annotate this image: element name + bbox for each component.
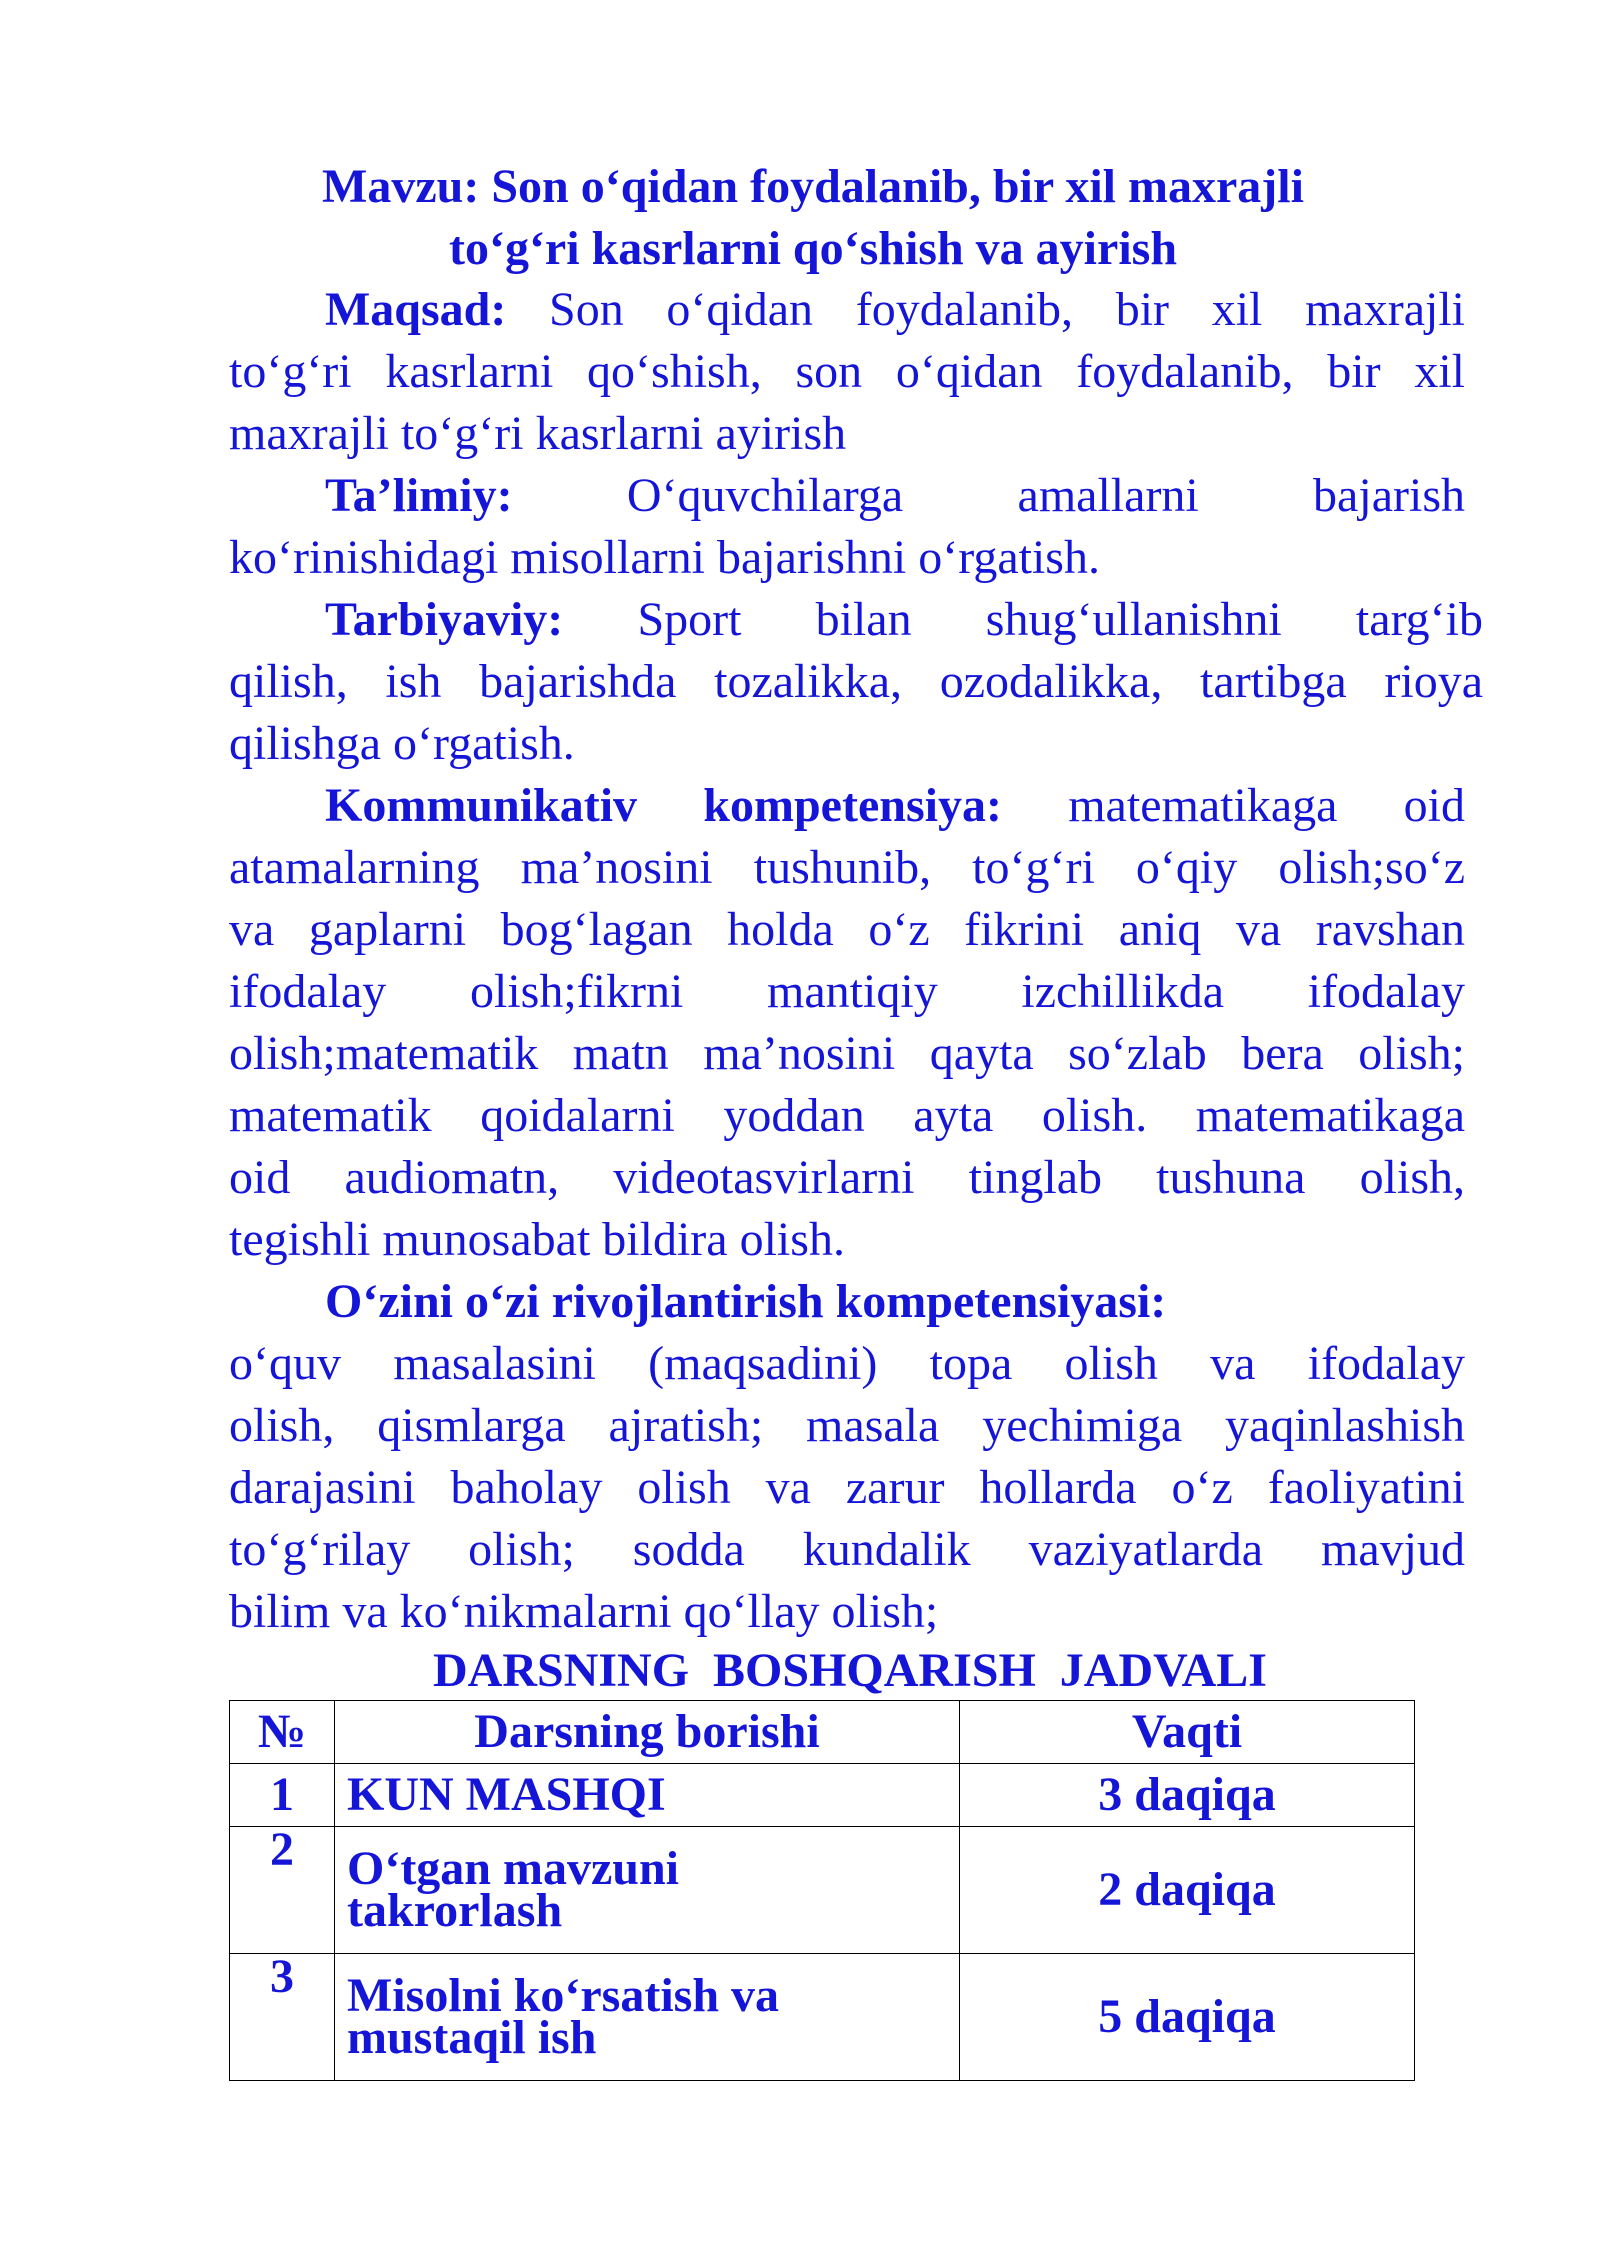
row-activity bbox=[335, 1827, 960, 1954]
rivojlantirish-label: O‘zini o‘zi rivojlantirish kompetensiyasi: bbox=[325, 1275, 1167, 1328]
tarbiyaviy-line-2: qilish, ish bajarishda tozalikka, ozodalikka, tartibga rioya bbox=[229, 655, 1483, 708]
maqsad-paragraph bbox=[229, 279, 1465, 465]
tarbiyaviy-line-3: qilishga o‘rgatish. bbox=[229, 717, 575, 770]
kommunikativ-line-6: matematik qoidalarni yoddan ayta olish. matematikaga bbox=[229, 1089, 1465, 1142]
maqsad-line-1: Son o‘qidan foydalanib, bir xil maxrajli bbox=[549, 283, 1465, 336]
talimiy-paragraph bbox=[229, 465, 1465, 589]
table-row bbox=[230, 1764, 1415, 1827]
rivojlantirish-line-4: to‘g‘rilay olish; sodda kundalik vaziyatlarda mavjud bbox=[229, 1523, 1465, 1576]
row-activity-line-1: Misolni ko‘rsatish va bbox=[347, 1969, 780, 2022]
row-number: 2 bbox=[230, 1827, 335, 1954]
row-time: 5 daqiqa bbox=[960, 1954, 1415, 2081]
lesson-title bbox=[229, 156, 1397, 280]
kommunikativ-line-3: va gaplarni bog‘lagan holda o‘z fikrini aniq va ravshan bbox=[229, 903, 1465, 956]
row-time: 3 daqiqa bbox=[960, 1764, 1415, 1827]
kommunikativ-line-7: oid audiomatn, videotasvirlarni tinglab tushuna olish, bbox=[229, 1151, 1465, 1204]
tarbiyaviy-line-1: Sport bilan shug‘ullanishni targ‘ib bbox=[637, 593, 1484, 646]
row-time: 2 daqiqa bbox=[960, 1827, 1415, 1954]
tarbiyaviy-paragraph bbox=[229, 589, 1483, 775]
title-line-2: to‘g‘ri kasrlarni qo‘shish va ayirish bbox=[448, 222, 1178, 275]
table-title: DARSNING BOSHQARISH JADVALI bbox=[433, 1644, 1267, 1697]
row-activity: KUN MASHQI bbox=[335, 1764, 960, 1827]
table-row bbox=[230, 1827, 1415, 1954]
maqsad-line-3: maxrajli to‘g‘ri kasrlarni ayirish bbox=[229, 407, 847, 460]
header-progress: Darsning borishi bbox=[335, 1701, 960, 1764]
talimiy-label: Ta’limiy: bbox=[325, 469, 513, 522]
rivojlantirish-paragraph bbox=[229, 1271, 1465, 1643]
kommunikativ-line-8: tegishli munosabat bildira olish. bbox=[229, 1213, 845, 1266]
maqsad-line-2: to‘g‘ri kasrlarni qo‘shish, son o‘qidan foydalanib, bir xil bbox=[229, 345, 1465, 398]
table-header-row bbox=[230, 1701, 1415, 1764]
rivojlantirish-line-1: o‘quv masalasini (maqsadini) topa olish va ifodalay bbox=[229, 1337, 1465, 1390]
kommunikativ-line-5: olish;matematik matn ma’nosini qayta so‘zlab bera olish; bbox=[229, 1027, 1465, 1080]
maqsad-label: Maqsad: bbox=[325, 283, 507, 336]
tarbiyaviy-label: Tarbiyaviy: bbox=[325, 593, 564, 646]
row-activity bbox=[335, 1954, 960, 2081]
header-time: Vaqti bbox=[960, 1701, 1415, 1764]
kommunikativ-line-2: atamalarning ma’nosini tushunib, to‘g‘ri o‘qiy olish;so‘z bbox=[229, 841, 1465, 894]
row-number: 1 bbox=[230, 1764, 335, 1827]
row-activity-line-2: takrorlash bbox=[347, 1884, 563, 1937]
rivojlantirish-line-2: olish, qismlarga ajratish; masala yechimiga yaqinlashish bbox=[229, 1399, 1465, 1452]
kommunikativ-line-1: matematikaga oid bbox=[1068, 779, 1466, 832]
kommunikativ-line-4: ifodalay olish;fikrni mantiqiy izchillikda ifodalay bbox=[229, 965, 1465, 1018]
talimiy-line-1: O‘quvchilarga amallarni bajarish bbox=[626, 469, 1465, 522]
rivojlantirish-line-5: bilim va ko‘nikmalarni qo‘llay olish; bbox=[229, 1585, 939, 1638]
talimiy-line-2: ko‘rinishidagi misollarni bajarishni o‘rgatish. bbox=[229, 531, 1100, 584]
lesson-schedule-table bbox=[229, 1700, 1415, 2081]
table-row bbox=[230, 1954, 1415, 2081]
kommunikativ-paragraph bbox=[229, 775, 1465, 1271]
title-line-1: Mavzu: Son o‘qidan foydalanib, bir xil maxrajli bbox=[322, 160, 1304, 213]
rivojlantirish-line-3: darajasini baholay olish va zarur hollarda o‘z faoliyatini bbox=[229, 1461, 1465, 1514]
header-number: № bbox=[230, 1701, 335, 1764]
kommunikativ-label: Kommunikativ kompetensiya: bbox=[325, 779, 1002, 832]
row-activity-line-1: O‘tgan mavzuni bbox=[347, 1842, 680, 1895]
row-activity-line-2: mustaqil ish bbox=[347, 2011, 597, 2064]
row-number: 3 bbox=[230, 1954, 335, 2081]
